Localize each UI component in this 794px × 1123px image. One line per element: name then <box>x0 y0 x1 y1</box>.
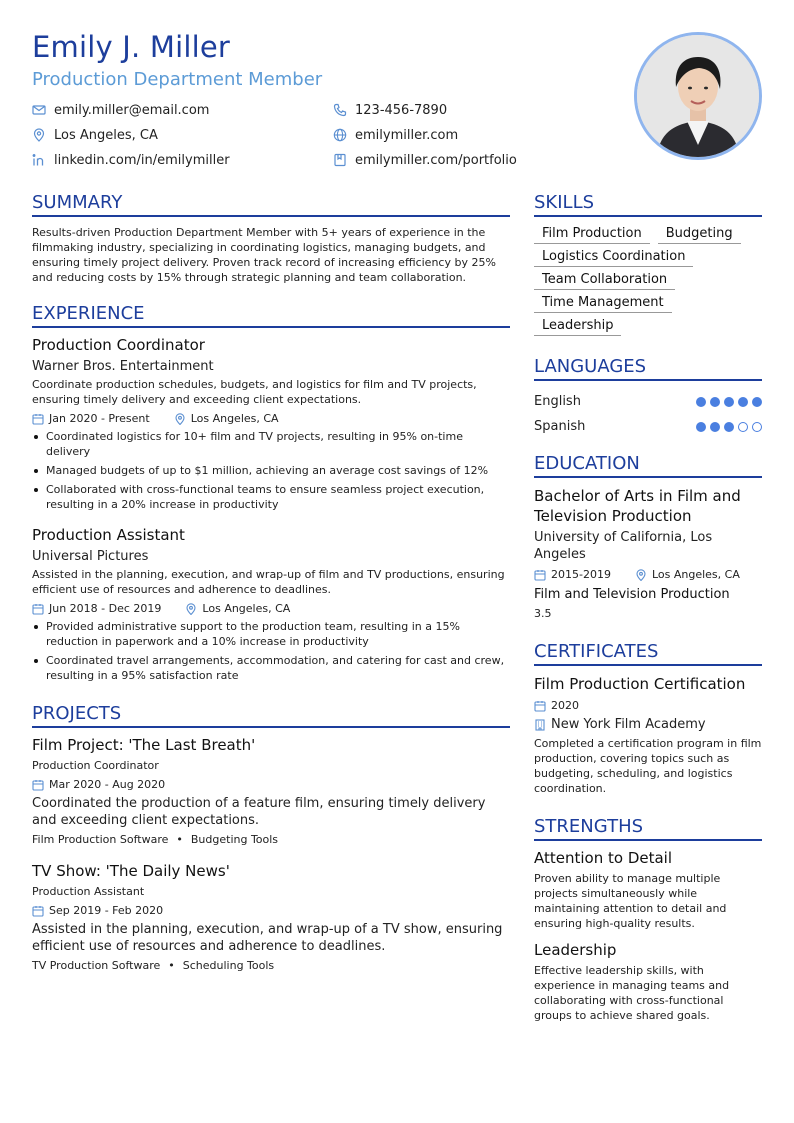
project-item <box>32 862 510 972</box>
certificates-heading: CERTIFICATES <box>534 641 762 666</box>
project-description: Assisted in the planning, execution, and wrap-up of a TV show, ensuring efficient use of resources and adherence to deadlines. <box>32 922 503 954</box>
job-location: Los Angeles, CA <box>190 412 279 425</box>
location-pin-icon <box>32 128 46 142</box>
strengths-heading: STRENGTHS <box>534 816 762 841</box>
certificate-issuer-row <box>534 717 762 732</box>
contact-phone[interactable] <box>333 102 447 118</box>
projects-heading: PROJECTS <box>32 703 510 728</box>
experience-heading: EXPERIENCE <box>32 303 510 328</box>
level-dot-filled <box>738 397 748 407</box>
skills-heading: SKILLS <box>534 192 762 217</box>
calendar-icon <box>32 779 44 791</box>
project-tools <box>32 959 510 972</box>
contact-portfolio[interactable] <box>333 152 517 168</box>
portfolio-icon <box>333 153 347 167</box>
job-title: Production Coordinator <box>32 336 205 354</box>
project-title: Film Project: 'The Last Breath' <box>32 736 256 754</box>
certificate-title: Film Production Certification <box>534 675 746 693</box>
tool-item: Film Production Software <box>32 833 169 846</box>
separator-dot: • <box>176 833 183 846</box>
contact-email[interactable] <box>32 102 209 118</box>
calendar-icon <box>534 569 546 581</box>
certificate-year-row <box>534 699 762 712</box>
language-level-dots <box>696 397 762 407</box>
globe-icon <box>333 128 347 142</box>
education-degree: Bachelor of Arts in Film and Television Production <box>534 487 741 525</box>
tool-item: Budgeting Tools <box>190 833 279 846</box>
level-dot-filled <box>710 422 720 432</box>
location-pin-icon <box>185 603 197 615</box>
level-dot-filled <box>724 422 734 432</box>
tool-item: TV Production Software <box>32 959 161 972</box>
level-dot-empty <box>752 422 762 432</box>
linkedin-text: linkedin.com/in/emilymiller <box>54 152 230 168</box>
summary-text: Results-driven Production Department Member with 5+ years of experience in the filmmaking industry, specializing in coordinating logistics, managing budgets, and ensuring timely project delivery. Proven track record of increasing efficiency by 25% and reducing costs by 15% through strategic planning and team collaboration. <box>32 226 496 284</box>
experience-item <box>32 526 510 683</box>
bullet-item: Coordinated logistics for 10+ film and TV projects, resulting in 95% on-time delivery <box>32 429 510 459</box>
skill-tag: Leadership <box>534 317 621 336</box>
project-description: Coordinated the production of a feature film, ensuring timely delivery and exceeding client expectations. <box>32 796 486 828</box>
right-column <box>534 192 762 1023</box>
job-description: Coordinate production schedules, budgets, and logistics for film and TV projects, ensuring timely delivery and exceeding client expectations. <box>32 378 477 406</box>
project-title: TV Show: 'The Daily News' <box>32 862 230 880</box>
phone-icon <box>333 103 347 117</box>
calendar-icon <box>534 700 546 712</box>
location-pin-icon <box>635 569 647 581</box>
job-company: Universal Pictures <box>32 549 149 564</box>
project-dates: Sep 2019 - Feb 2020 <box>49 904 164 917</box>
education-dates: 2015-2019 <box>551 568 611 581</box>
location-pin-icon <box>174 413 186 425</box>
job-description: Assisted in the planning, execution, and wrap-up of film and TV productions, ensuring efficient use of resources and adherence to deadlines. <box>32 568 505 596</box>
level-dot-filled <box>696 397 706 407</box>
education-gpa: 3.5 <box>534 607 552 620</box>
summary-heading: SUMMARY <box>32 192 510 217</box>
language-row <box>534 414 762 439</box>
level-dot-filled <box>752 397 762 407</box>
skill-tag: Team Collaboration <box>534 271 675 290</box>
skill-tag: Time Management <box>534 294 672 313</box>
language-level-dots <box>696 422 762 432</box>
calendar-icon <box>32 413 44 425</box>
project-role: Production Assistant <box>32 885 145 898</box>
job-dates: Jan 2020 - Present <box>49 412 150 425</box>
job-meta <box>32 412 510 425</box>
job-bullets <box>32 619 510 683</box>
bullet-item: Collaborated with cross-functional teams to ensure seamless project execution, resulting in a 20% increase in productivity <box>32 482 510 512</box>
experience-item <box>32 336 510 512</box>
education-school: University of California, Los Angeles <box>534 530 713 562</box>
language-name: Spanish <box>534 419 586 434</box>
phone-text: 123-456-7890 <box>355 102 448 118</box>
email-text: emily.miller@email.com <box>54 102 210 118</box>
job-bullets <box>32 429 510 512</box>
certificate-description: Completed a certification program in film production, covering topics such as budgeting, scheduling, and logistics coordination. <box>534 737 762 795</box>
job-meta <box>32 602 510 615</box>
language-row <box>534 389 762 414</box>
bullet-item: Provided administrative support to the production team, resulting in a 15% reduction in paperwork and a 10% increase in productivity <box>32 619 510 649</box>
strength-description: Proven ability to manage multiple projects simultaneously while maintaining attention to detail and ensuring high-quality results. <box>534 872 727 930</box>
candidate-title: Production Department Member <box>32 69 323 90</box>
project-dates: Mar 2020 - Aug 2020 <box>49 778 166 791</box>
separator-dot: • <box>168 959 175 972</box>
education-meta <box>534 568 762 581</box>
job-location: Los Angeles, CA <box>202 602 291 615</box>
location-text: Los Angeles, CA <box>54 127 158 143</box>
level-dot-filled <box>724 397 734 407</box>
left-column <box>32 192 510 972</box>
job-title: Production Assistant <box>32 526 185 544</box>
project-meta <box>32 778 510 791</box>
candidate-name: Emily J. Miller <box>32 30 231 64</box>
contact-website[interactable] <box>333 127 458 143</box>
education-location: Los Angeles, CA <box>651 568 740 581</box>
calendar-icon <box>32 905 44 917</box>
strength-item <box>534 849 762 931</box>
languages-heading: LANGUAGES <box>534 356 762 381</box>
level-dot-filled <box>710 397 720 407</box>
building-icon <box>534 719 546 731</box>
job-dates: Jun 2018 - Dec 2019 <box>49 602 162 615</box>
strength-title: Attention to Detail <box>534 849 673 867</box>
website-text: emilymiller.com <box>355 127 459 143</box>
education-heading: EDUCATION <box>534 453 762 478</box>
skill-tag: Budgeting <box>658 225 741 244</box>
level-dot-filled <box>696 422 706 432</box>
level-dot-empty <box>738 422 748 432</box>
linkedin-icon <box>32 153 46 167</box>
bullet-item: Managed budgets of up to $1 million, achieving an average cost savings of 12% <box>32 463 510 478</box>
skills-list <box>534 225 762 336</box>
email-icon <box>32 103 46 117</box>
job-company: Warner Bros. Entertainment <box>32 359 214 374</box>
profile-photo <box>634 32 762 160</box>
education-field: Film and Television Production <box>534 587 730 602</box>
certificate-issuer: New York Film Academy <box>551 717 706 732</box>
project-role: Production Coordinator <box>32 759 159 772</box>
strength-description: Effective leadership skills, with experience in managing teams and collaborating with cross-functional groups to achieve shared goals. <box>534 964 730 1022</box>
skill-tag: Film Production <box>534 225 650 244</box>
contact-location <box>32 127 158 143</box>
skill-tag: Logistics Coordination <box>534 248 693 267</box>
language-name: English <box>534 394 581 409</box>
project-item <box>32 736 510 846</box>
strength-title: Leadership <box>534 941 617 959</box>
certificate-year: 2020 <box>551 699 579 712</box>
bullet-item: Coordinated travel arrangements, accommodation, and catering for cast and crew, resulting in a 95% satisfaction rate <box>32 653 510 683</box>
project-meta <box>32 904 510 917</box>
calendar-icon <box>32 603 44 615</box>
tool-item: Scheduling Tools <box>182 959 275 972</box>
contact-linkedin[interactable] <box>32 152 230 168</box>
project-tools <box>32 833 510 846</box>
strength-item <box>534 941 762 1023</box>
portfolio-text: emilymiller.com/portfolio <box>355 152 517 168</box>
